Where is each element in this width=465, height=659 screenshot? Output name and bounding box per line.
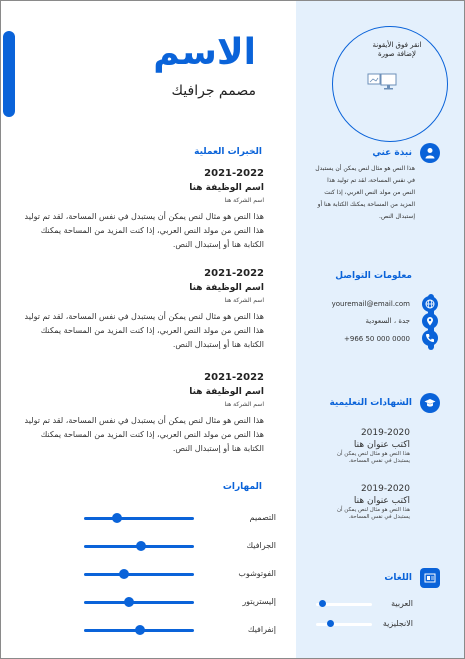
languages-title[interactable]: اللغات <box>384 573 412 583</box>
job-description: هذا النص هو مثال لنص يمكن أن يستبدل في نفس المساحة، لقد تم توليد هذا النص من مولد النص العربي، إذا كنت المزيد من المساحة يمكنك الكتابة هنا أو إستبدال النص. <box>24 312 264 349</box>
job-entry[interactable] <box>24 267 264 352</box>
skill-slider-knob[interactable] <box>119 569 129 579</box>
globe-icon <box>422 296 438 312</box>
language-icon <box>420 568 440 588</box>
skill-slider-knob[interactable] <box>112 513 122 523</box>
education-details: هذا النص هو مثال لنص يمكن أن يستبدل في نفس المساحة. <box>336 451 410 464</box>
job-title: اسم الوظيفة هنا <box>189 183 264 193</box>
skill-label: الفوتوشوب <box>238 569 276 578</box>
language-slider-track[interactable] <box>316 623 372 626</box>
job-company: اسم الشركة هنا <box>224 401 264 408</box>
skill-slider-track[interactable] <box>84 573 194 576</box>
job-date: 2021-2022 <box>204 268 264 279</box>
contact-address[interactable]: جدة ، السعودية <box>365 317 410 325</box>
photo-hint: انقر فوق الأيقونة لإضافة صورة <box>372 41 422 58</box>
about-title[interactable]: نبذة عني <box>372 148 412 158</box>
graduation-cap-icon <box>420 393 440 413</box>
skill-slider-track[interactable] <box>84 601 194 604</box>
name-heading[interactable]: الاسم <box>153 32 256 73</box>
education-entry[interactable] <box>320 427 410 465</box>
language-row[interactable] <box>316 598 413 610</box>
education-degree: اكتب عنوان هنا <box>353 496 410 506</box>
skill-label: التصميم <box>249 513 276 522</box>
photo-placeholder[interactable] <box>332 26 448 142</box>
accent-bar <box>3 31 15 117</box>
skill-row[interactable] <box>84 539 276 555</box>
education-year: 2019-2020 <box>360 428 410 438</box>
skill-label: الجرافيك <box>246 541 276 550</box>
skill-label: إليستريتور <box>242 597 276 606</box>
language-label: الانجليزية <box>382 619 413 628</box>
skill-slider-knob[interactable] <box>124 597 134 607</box>
job-entry[interactable] <box>24 371 264 456</box>
skill-slider-knob[interactable] <box>136 541 146 551</box>
skills-title[interactable]: المهارات <box>222 482 262 492</box>
job-description: هذا النص هو مثال لنص يمكن أن يستبدل في نفس المساحة، لقد تم توليد هذا النص من مولد النص العربي، إذا كنت المزيد من المساحة يمكنك الكتابة هنا أو إستبدال النص. <box>24 416 264 453</box>
education-details: هذا النص هو مثال لنص يمكن أن يستبدل في نفس المساحة. <box>336 507 410 520</box>
skill-slider-track[interactable] <box>84 517 194 520</box>
job-title: اسم الوظيفة هنا <box>189 283 264 293</box>
skill-label: إنفرافيك <box>247 625 276 634</box>
experience-title[interactable]: الخبرات العملية <box>194 147 262 157</box>
language-slider-knob[interactable] <box>319 600 326 607</box>
job-title: اسم الوظيفة هنا <box>189 387 264 397</box>
person-icon <box>420 143 440 163</box>
education-year: 2019-2020 <box>360 484 410 494</box>
contact-email[interactable]: youremail@email.com <box>331 300 410 308</box>
skill-row[interactable] <box>84 511 276 527</box>
skill-slider-knob[interactable] <box>135 625 145 635</box>
skill-row[interactable] <box>84 623 276 639</box>
education-degree: اكتب عنوان هنا <box>353 440 410 450</box>
job-company: اسم الشركة هنا <box>224 197 264 204</box>
language-slider-knob[interactable] <box>327 620 334 627</box>
skill-row[interactable] <box>84 567 276 583</box>
job-company: اسم الشركة هنا <box>224 297 264 304</box>
language-row[interactable] <box>316 618 413 630</box>
job-date: 2021-2022 <box>204 168 264 179</box>
job-date: 2021-2022 <box>204 372 264 383</box>
skill-row[interactable] <box>84 595 276 611</box>
education-title[interactable]: الشهادات التعليمية <box>329 398 412 408</box>
contact-title[interactable]: معلومات التواصل <box>335 271 412 281</box>
role-subtitle[interactable]: مصمم جرافيك <box>171 83 256 99</box>
education-entry[interactable] <box>320 483 410 521</box>
location-icon <box>422 313 438 329</box>
contact-phone[interactable]: +966 50 000 0000 <box>344 335 410 343</box>
language-label: العربية <box>391 599 413 608</box>
job-entry[interactable] <box>24 167 264 252</box>
image-placeholder-icon[interactable] <box>367 73 397 91</box>
job-description: هذا النص هو مثال لنص يمكن أن يستبدل في نفس المساحة، لقد تم توليد هذا النص من مولد النص العربي، إذا كنت المزيد من المساحة يمكنك الكتابة هنا أو إستبدال النص. <box>24 212 264 249</box>
phone-icon <box>422 330 438 346</box>
about-text[interactable]: هذا النص هو مثال لنص يمكن أن يستبدل في نفس المساحة، لقد تم توليد هذا النص من مولد النص العربي، إذا كنت المزيد من المساحة يمكنك الكتابة هنا أو إستبدال النص. <box>315 165 415 220</box>
